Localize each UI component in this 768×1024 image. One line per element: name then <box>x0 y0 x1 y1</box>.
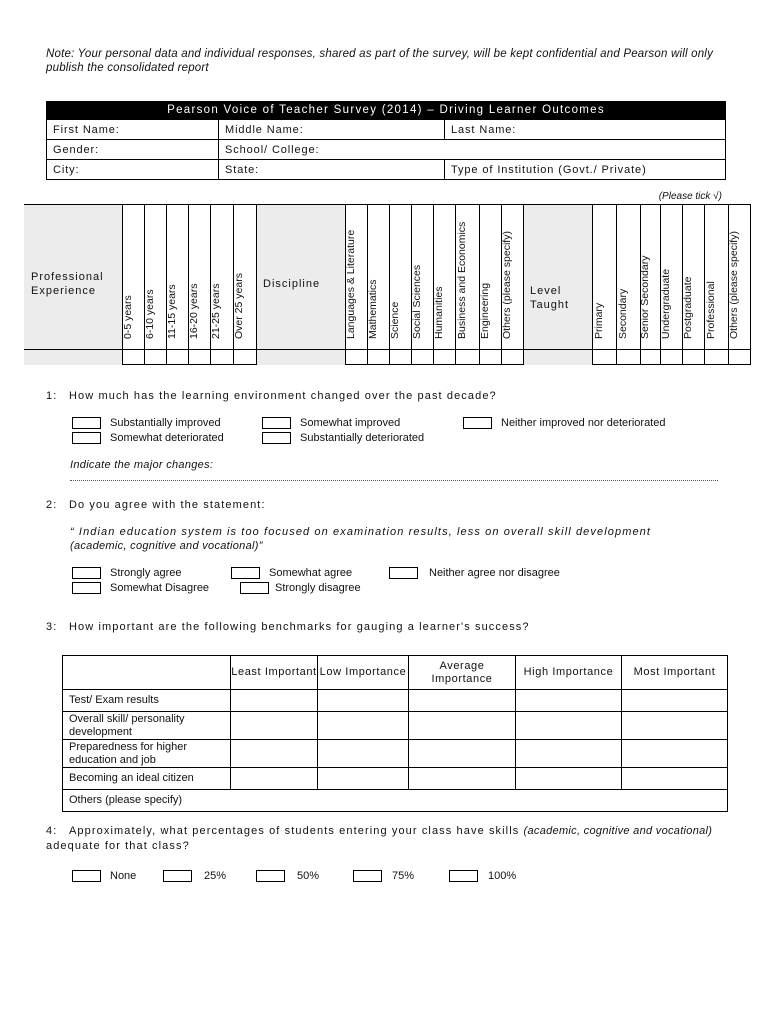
option-label: 100% <box>488 870 517 882</box>
checkbox[interactable] <box>231 567 260 579</box>
exp-checkbox[interactable] <box>166 349 188 365</box>
column-header: High Importance <box>516 656 622 690</box>
level-option-label: Professional <box>704 281 717 339</box>
option-label: Somewhat deteriorated <box>110 432 224 444</box>
level-checkbox[interactable] <box>592 349 616 365</box>
rating-cell[interactable] <box>231 740 318 768</box>
exp-option-label: Over 25 years <box>233 273 245 339</box>
disc-col-1 <box>367 205 389 349</box>
disc-col-2 <box>389 205 411 349</box>
rating-cell[interactable] <box>409 690 516 712</box>
note-text: Your personal data and individual responses, shared as part of the survey, will be kept confidential and Pearson will only publish the consolidated report <box>46 48 714 74</box>
disc-option-label: Humanities <box>432 286 445 339</box>
question-text: How important are the following benchmarks for gauging a learner's success? <box>69 621 530 633</box>
disc-checkbox[interactable] <box>411 349 433 365</box>
option-label: Neither agree nor disagree <box>429 567 560 579</box>
question-number: 4: <box>46 825 58 837</box>
exp-option-label: 21-25 years <box>210 283 222 339</box>
option-label: 50% <box>297 870 320 882</box>
rating-cell[interactable] <box>622 740 728 768</box>
experience-label: Professional Experience <box>31 271 104 297</box>
city-field[interactable]: City: <box>47 160 219 180</box>
question-4 <box>46 824 726 854</box>
rating-cell[interactable] <box>231 712 318 740</box>
checkbox[interactable] <box>262 417 291 429</box>
option-label: Strongly disagree <box>275 582 361 594</box>
table-row <box>63 740 728 768</box>
disc-col-6 <box>479 205 501 349</box>
table-row <box>63 712 728 740</box>
question-text-end: adequate for that class? <box>46 840 190 852</box>
q2-option[interactable] <box>231 567 352 579</box>
rating-cell[interactable] <box>622 712 728 740</box>
experience-spacer <box>24 349 122 365</box>
option-label: Somewhat Disagree <box>110 582 210 594</box>
level-col-1 <box>616 205 640 349</box>
option-label: 25% <box>204 870 227 882</box>
level-option-label: Secondary <box>616 288 629 339</box>
exp-checkbox[interactable] <box>188 349 210 365</box>
column-header: Least Important <box>231 656 318 690</box>
option-label: Somewhat improved <box>300 417 401 429</box>
q1-followup: Indicate the major changes: <box>70 459 214 471</box>
exp-checkbox[interactable] <box>122 349 144 365</box>
last-name-field[interactable]: Last Name: <box>445 120 726 140</box>
exp-checkbox[interactable] <box>144 349 166 365</box>
option-label: Substantially improved <box>110 417 221 429</box>
checkbox[interactable] <box>72 432 101 444</box>
question-number: 1: <box>46 390 58 402</box>
option-label: Neither improved nor deteriorated <box>501 417 666 429</box>
middle-name-field[interactable]: Middle Name: <box>219 120 445 140</box>
checkbox[interactable] <box>353 870 382 882</box>
level-col-4 <box>682 205 704 349</box>
question-number: 2: <box>46 499 58 511</box>
disc-checkbox[interactable] <box>479 349 501 365</box>
disc-checkbox[interactable] <box>433 349 455 365</box>
checkbox[interactable] <box>449 870 478 882</box>
question-text: Approximately, what percentages of students entering your class have skills <box>69 825 524 837</box>
gender-field[interactable]: Gender: <box>47 140 219 160</box>
checkbox[interactable] <box>389 567 418 579</box>
q2-statement: “ Indian education system is too focused on examination results, less on overall skill development (academic, cognitive and vocational)” <box>70 526 652 552</box>
rating-cell[interactable] <box>516 740 622 768</box>
q1-option[interactable] <box>262 432 424 444</box>
level-label: Level Taught <box>530 285 570 311</box>
checkbox[interactable] <box>72 870 101 882</box>
column-header: Most Important <box>622 656 728 690</box>
level-col-2 <box>640 205 660 349</box>
level-header <box>523 205 592 349</box>
level-option-label: Senior Secondary <box>638 255 651 339</box>
exp-col-3 <box>188 205 210 349</box>
checkbox[interactable] <box>72 417 101 429</box>
question-3 <box>46 621 530 633</box>
level-checkbox[interactable] <box>704 349 728 365</box>
disc-checkbox[interactable] <box>367 349 389 365</box>
q1-option[interactable] <box>72 432 224 444</box>
q2-option[interactable] <box>389 567 560 579</box>
benchmarks-table <box>62 655 728 812</box>
level-option-label: Undergraduate <box>659 268 672 339</box>
question-1 <box>46 390 497 402</box>
level-checkbox[interactable] <box>682 349 704 365</box>
exp-col-0 <box>122 205 144 349</box>
checkbox[interactable] <box>240 582 269 594</box>
table-row <box>63 768 728 790</box>
q4-option[interactable] <box>449 870 516 882</box>
checkbox[interactable] <box>256 870 285 882</box>
exp-col-1 <box>144 205 166 349</box>
q4-option[interactable] <box>353 870 414 882</box>
exp-col-5 <box>233 205 256 349</box>
row-label[interactable]: Others (please specify) <box>63 790 728 812</box>
q1-option[interactable] <box>262 417 400 429</box>
q4-option[interactable] <box>256 870 319 882</box>
option-label: Substantially deteriorated <box>300 432 425 444</box>
disc-col-7 <box>501 205 523 349</box>
level-col-6 <box>728 205 750 349</box>
q1-option[interactable] <box>72 417 221 429</box>
corner-cell <box>63 656 231 690</box>
exp-checkbox[interactable] <box>233 349 256 365</box>
discipline-label: Discipline <box>263 278 321 290</box>
disc-option-label: Science <box>388 301 401 339</box>
disc-checkbox[interactable] <box>345 349 367 365</box>
rating-cell[interactable] <box>622 768 728 790</box>
first-name-field[interactable]: First Name: <box>47 120 219 140</box>
rating-cell[interactable] <box>318 768 409 790</box>
disc-checkbox[interactable] <box>455 349 479 365</box>
question-text: How much has the learning environment changed over the past decade? <box>69 390 497 402</box>
table-row <box>63 690 728 712</box>
answer-line[interactable] <box>70 480 718 481</box>
q1-option[interactable] <box>463 417 665 429</box>
level-spacer <box>523 349 592 365</box>
disc-option-label: Business and Economics <box>455 221 468 339</box>
rating-cell[interactable] <box>516 690 622 712</box>
classification-grid <box>24 204 751 365</box>
checkbox[interactable] <box>262 432 291 444</box>
disc-option-label: Engineering <box>478 282 491 339</box>
checkbox[interactable] <box>72 567 101 579</box>
level-col-3 <box>660 205 682 349</box>
statement-part1: Indian education system is too focused on examination results, less on overall skill development <box>78 526 652 538</box>
institution-type-field[interactable]: Type of Institution (Govt./ Private) <box>445 160 726 180</box>
confidentiality-note <box>46 47 736 75</box>
exp-col-2 <box>166 205 188 349</box>
q2-option[interactable] <box>72 582 209 594</box>
personal-info-table <box>46 119 726 180</box>
disc-col-5 <box>455 205 479 349</box>
disc-col-4 <box>433 205 455 349</box>
option-label: 75% <box>392 870 415 882</box>
question-2 <box>46 499 266 511</box>
disc-option-label: Others (please specify) <box>500 231 513 339</box>
checkbox[interactable] <box>163 870 192 882</box>
option-label: Strongly agree <box>110 567 182 579</box>
rating-cell[interactable] <box>409 740 516 768</box>
row-label: Preparedness for higher education and job <box>63 740 231 768</box>
exp-checkbox[interactable] <box>210 349 233 365</box>
level-checkbox[interactable] <box>660 349 682 365</box>
note-label: Note: <box>46 48 75 60</box>
row-label: Becoming an ideal citizen <box>63 768 231 790</box>
checkbox[interactable] <box>72 582 101 594</box>
rating-cell[interactable] <box>318 690 409 712</box>
disc-option-label: Social Sciences <box>410 264 423 339</box>
rating-cell[interactable] <box>516 768 622 790</box>
question-text: Do you agree with the statement: <box>69 499 266 511</box>
table-row <box>63 790 728 812</box>
disc-option-label: Mathematics <box>366 279 379 339</box>
exp-option-label: 16-20 years <box>187 283 200 339</box>
rating-cell[interactable] <box>318 740 409 768</box>
row-label: Overall skill/ personality development <box>63 712 231 740</box>
q2-option[interactable] <box>240 582 361 594</box>
column-header: Average Importance <box>409 656 516 690</box>
rating-cell[interactable] <box>409 768 516 790</box>
option-label: Somewhat agree <box>269 567 353 579</box>
question-text-italic: (academic, cognitive and vocational) <box>523 825 713 837</box>
rating-cell[interactable] <box>409 712 516 740</box>
exp-option-label: 0-5 years <box>121 295 134 339</box>
row-label: Test/ Exam results <box>63 690 231 712</box>
rating-cell[interactable] <box>622 690 728 712</box>
rating-cell[interactable] <box>231 690 318 712</box>
disc-checkbox[interactable] <box>501 349 523 365</box>
rating-cell[interactable] <box>231 768 318 790</box>
discipline-spacer <box>256 349 345 365</box>
level-checkbox[interactable] <box>640 349 660 365</box>
level-option-label: Primary <box>592 302 605 339</box>
option-label: None <box>110 870 137 882</box>
exp-option-label: 6-10 years <box>143 289 156 339</box>
statement-part2: (academic, cognitive and vocational) <box>70 540 259 552</box>
question-number: 3: <box>46 621 58 633</box>
survey-title: Pearson Voice of Teacher Survey (2014) – Driving Learner Outcomes <box>46 101 726 119</box>
q4-option[interactable] <box>163 870 226 882</box>
disc-col-3 <box>411 205 433 349</box>
level-col-0 <box>592 205 616 349</box>
checkbox[interactable] <box>463 417 492 429</box>
level-option-label: Postgraduate <box>681 276 694 339</box>
level-option-label: Others (please specify) <box>727 231 740 339</box>
please-tick-hint: (Please tick √) <box>658 191 722 202</box>
disc-col-0 <box>345 205 367 349</box>
disc-option-label: Languages & Literature <box>344 229 357 339</box>
exp-option-label: 11-15 years <box>165 284 178 339</box>
school-field[interactable]: School/ College: <box>219 140 726 160</box>
q2-option[interactable] <box>72 567 182 579</box>
exp-col-4 <box>210 205 233 349</box>
level-checkbox[interactable] <box>728 349 750 365</box>
level-checkbox[interactable] <box>616 349 640 365</box>
rating-cell[interactable] <box>516 712 622 740</box>
disc-checkbox[interactable] <box>389 349 411 365</box>
state-field[interactable]: State: <box>219 160 445 180</box>
level-col-5 <box>704 205 728 349</box>
column-header: Low Importance <box>318 656 409 690</box>
rating-cell[interactable] <box>318 712 409 740</box>
q4-option[interactable] <box>72 870 136 882</box>
